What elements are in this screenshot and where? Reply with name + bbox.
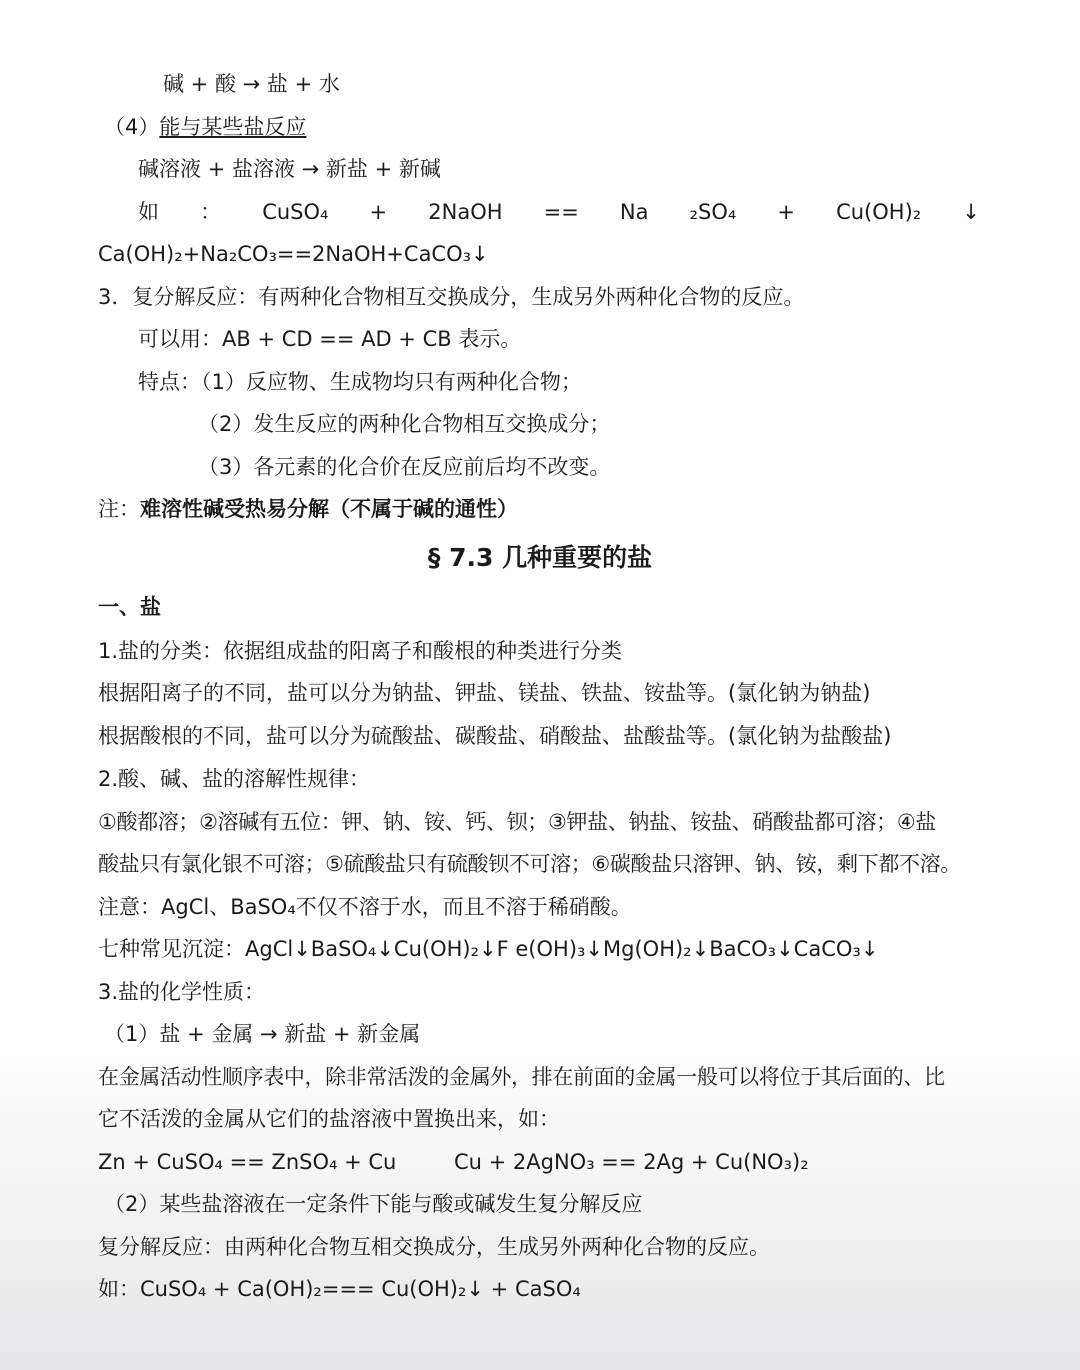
solubility-rules-title: 2.酸、碱、盐的溶解性规律： bbox=[98, 767, 371, 791]
example-token: + bbox=[777, 200, 795, 224]
example-token: ： bbox=[200, 200, 222, 224]
item-4-title: 能与某些盐反应 bbox=[159, 115, 307, 139]
salt-classification: 1.盐的分类：依据组成盐的阳离子和酸根的种类进行分类 bbox=[98, 639, 623, 663]
example-token: CuSO₄ bbox=[262, 200, 329, 224]
example-token: + bbox=[369, 200, 388, 224]
example-token: ₂SO₄ bbox=[689, 200, 737, 224]
example-token: 如 bbox=[138, 200, 159, 224]
property-2: （2）某些盐溶液在一定条件下能与酸或碱发生复分解反应 bbox=[104, 1192, 643, 1216]
example-token: ↓ bbox=[962, 200, 980, 224]
common-precipitates: 七种常见沉淀：AgCl↓BaSO₄↓Cu(OH)₂↓F e(OH)₃↓Mg(OH)₂↓BaCO₃↓CaCO₃↓ bbox=[98, 937, 879, 961]
double-decomposition-redefinition: 复分解反应：由两种化合物互相交换成分，生成另外两种化合物的反应。 bbox=[98, 1235, 770, 1259]
example-token: Cu(OH)₂ bbox=[836, 200, 922, 224]
salt-chemical-properties: 3.盐的化学性质： bbox=[98, 980, 266, 1004]
property-1: （1）盐 + 金属 → 新盐 + 新金属 bbox=[104, 1022, 421, 1046]
example-token: 2NaOH bbox=[428, 200, 503, 224]
equation-base-salt: 碱溶液 + 盐溶液 → 新盐 + 新碱 bbox=[138, 157, 441, 181]
feature-2: （2）发生反应的两种化合物相互交换成分； bbox=[198, 412, 611, 436]
example-cuso4-naoh bbox=[138, 198, 980, 226]
example-caoh2-na2co3: Ca(OH)₂+Na₂CO₃==2NaOH+CaCO₃↓ bbox=[98, 242, 489, 266]
example-cu-agno3: Cu + 2AgNO₃ == 2Ag + Cu(NO₃)₂ bbox=[454, 1150, 809, 1174]
classification-by-anion: 根据酸根的不同，盐可以分为硫酸盐、碳酸盐、硝酸盐、盐酸盐等。(氯化钠为盐酸盐) bbox=[98, 724, 892, 748]
note-agcl-baso4: 注意：AgCl、BaSO₄不仅不溶于水，而且不溶于稀硝酸。 bbox=[98, 895, 632, 919]
solubility-rules-line-2: 酸盐只有氯化银不可溶；⑤硫酸盐只有硫酸钡不可溶；⑥碳酸盐只溶钾、钠、铵，剩下都不溶。 bbox=[98, 852, 961, 876]
example-zn-cuso4: Zn + CuSO₄ == ZnSO₄ + Cu bbox=[98, 1150, 397, 1174]
section-heading: § 7.3 几种重要的盐 bbox=[427, 543, 653, 572]
classification-by-cation: 根据阳离子的不同，盐可以分为钠盐、钾盐、镁盐、铁盐、铵盐等。(氯化钠为钠盐) bbox=[98, 681, 871, 705]
item-4-number: （4） bbox=[104, 115, 160, 139]
item-4-heading bbox=[104, 113, 306, 141]
example-token: == bbox=[543, 200, 579, 224]
note-text: 难溶性碱受热易分解（不属于碱的通性） bbox=[140, 497, 518, 521]
note-label: 注： bbox=[98, 497, 140, 521]
activity-series-line-2: 它不活泼的金属从它们的盐溶液中置换出来，如： bbox=[98, 1107, 560, 1131]
feature-3: （3）各元素的化合价在反应前后均不改变。 bbox=[198, 455, 611, 479]
note-insoluble-base bbox=[98, 495, 518, 523]
double-decomposition-formula: 可以用：AB + CD == AD + CB 表示。 bbox=[138, 327, 522, 351]
example-cuso4-caoh2: 如：CuSO₄ + Ca(OH)₂=== Cu(OH)₂↓ + CaSO₄ bbox=[98, 1277, 581, 1301]
feature-1: 特点：（1）反应物、生成物均只有两种化合物； bbox=[138, 370, 582, 394]
double-decomposition-definition: 3．复分解反应：有两种化合物相互交换成分，生成另外两种化合物的反应。 bbox=[98, 285, 805, 309]
equation-base-acid: 碱 + 酸 → 盐 + 水 bbox=[163, 72, 340, 96]
example-token: Na bbox=[619, 200, 649, 224]
subsection-salt: 一、盐 bbox=[98, 595, 161, 619]
solubility-rules-line-1: ①酸都溶；②溶碱有五位：钾、钠、铵、钙、钡；③钾盐、钠盐、铵盐、硝酸盐都可溶；④盐 bbox=[98, 810, 936, 834]
activity-series-line-1: 在金属活动性顺序表中，除非常活泼的金属外，排在前面的金属一般可以将位于其后面的、比 bbox=[98, 1065, 945, 1089]
